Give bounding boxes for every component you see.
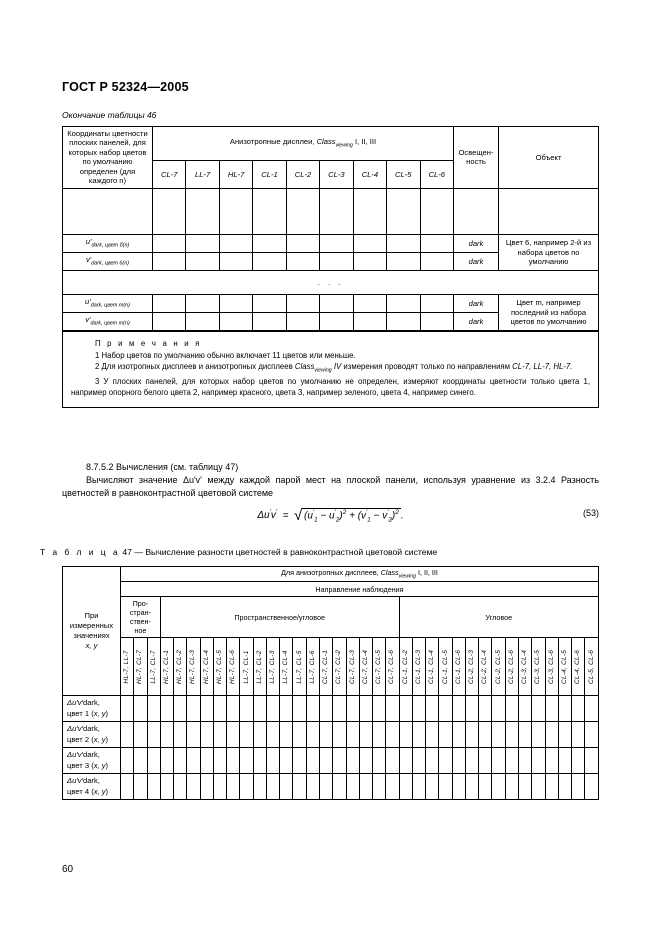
t47-data-cell[interactable] xyxy=(306,696,319,722)
t47-data-cell[interactable] xyxy=(386,774,399,800)
t47-pair-col: HL-7, CL-5 xyxy=(213,638,226,696)
table-46-notes xyxy=(62,331,599,408)
t46-data-cell[interactable] xyxy=(219,234,252,252)
t47-pair-col: CL-4, CL-5 xyxy=(558,638,571,696)
t47-data-cell[interactable] xyxy=(373,722,386,748)
formula-equals: = xyxy=(279,510,292,522)
t47-pair-col: CL-2, CL-5 xyxy=(492,638,505,696)
t47-data-cell[interactable] xyxy=(174,748,187,774)
t46-data-cell[interactable] xyxy=(186,312,219,330)
t47-data-cell[interactable] xyxy=(333,748,346,774)
t47-data-cell[interactable] xyxy=(160,748,173,774)
t47-data-cell[interactable] xyxy=(585,722,599,748)
t47-data-cell[interactable] xyxy=(532,774,545,800)
t47-data-cell[interactable] xyxy=(147,748,160,774)
t47-header-spatial-angular: Пространственное/угловое xyxy=(160,597,399,638)
t47-data-cell[interactable] xyxy=(174,722,187,748)
t47-data-cell[interactable] xyxy=(518,696,531,722)
note-3: 3 У плоских панелей, для которых набор цветов по умолчанию не определен, измеряют координаты цветности только цвета 1, например опорного белого цвета 2, например красного, цвета 3, например зеленого, цвета 4, например синего. xyxy=(71,376,590,398)
t47-data-cell[interactable] xyxy=(319,774,332,800)
t47-data-cell[interactable] xyxy=(359,774,372,800)
t47-data-cell[interactable] xyxy=(134,748,147,774)
t47-data-cell[interactable] xyxy=(359,696,372,722)
t47-data-cell[interactable] xyxy=(240,774,253,800)
t47-data-cell[interactable] xyxy=(518,722,531,748)
t47-data-cell[interactable] xyxy=(412,722,425,748)
t47-data-cell[interactable] xyxy=(399,696,412,722)
t46-object-cell: Цвет m, например последний из набора цветов по умолчанию xyxy=(499,294,599,330)
t47-data-cell[interactable] xyxy=(200,696,213,722)
t47-data-cell[interactable] xyxy=(572,774,585,800)
t47-data-cell[interactable] xyxy=(134,774,147,800)
t47-data-cell[interactable] xyxy=(253,722,266,748)
t47-data-cell[interactable] xyxy=(479,748,492,774)
t47-data-cell[interactable] xyxy=(346,722,359,748)
t46-data-cell[interactable] xyxy=(353,234,386,252)
note-2: 2 Для изотропных дисплеев и анизотропных дисплеев Class$_{viewing}$ IV измерения проводят только по направлениям CL-7, LL-7, HL-7. xyxy=(95,362,573,374)
standard-number: ГОСТ Р 52324—2005 xyxy=(62,80,189,94)
t47-data-cell[interactable] xyxy=(532,722,545,748)
t46-ellipsis-row: . . . xyxy=(63,270,599,294)
t47-pair-col: CL-7, CL-3 xyxy=(346,638,359,696)
t47-pair-col: CL-7, CL-5 xyxy=(373,638,386,696)
t47-header-spatial: Про- стран- ствен- ное xyxy=(121,597,161,638)
t47-pair-col: CL-1, CL-3 xyxy=(412,638,425,696)
t47-data-cell[interactable] xyxy=(505,696,518,722)
t47-pair-col: HL-7, CL-7 xyxy=(134,638,147,696)
t47-data-cell[interactable] xyxy=(373,696,386,722)
t47-row-label: Δu′v′dark, цвет 4 (x, y) xyxy=(63,774,121,800)
t46-data-cell[interactable] xyxy=(286,312,319,330)
t47-data-cell[interactable] xyxy=(187,774,200,800)
t47-data-cell[interactable] xyxy=(200,774,213,800)
t47-data-cell[interactable] xyxy=(187,722,200,748)
t47-pair-col: CL-7, CL-2 xyxy=(333,638,346,696)
t47-data-cell[interactable] xyxy=(386,696,399,722)
t47-data-cell[interactable] xyxy=(333,722,346,748)
t46-header-group: Анизотропные дисплеи, Class$_{viewing}$ I, II, III xyxy=(153,127,454,161)
t47-data-cell[interactable] xyxy=(572,748,585,774)
t47-data-cell[interactable] xyxy=(359,722,372,748)
t47-data-cell[interactable] xyxy=(174,696,187,722)
t47-pair-col: HL-7, CL-4 xyxy=(200,638,213,696)
t46-row-symbol: $u'_{dark, цвет б(n)}$ xyxy=(63,234,153,252)
t47-data-cell[interactable] xyxy=(213,748,226,774)
t47-data-cell[interactable] xyxy=(213,774,226,800)
t47-data-cell[interactable] xyxy=(227,748,240,774)
formula-53 xyxy=(62,508,599,523)
t47-data-cell[interactable] xyxy=(280,774,293,800)
t47-row-label: Δu′v′dark, цвет 3 (x, y) xyxy=(63,748,121,774)
t47-data-cell[interactable] xyxy=(585,774,599,800)
t47-pair-col: CL-1, CL-4 xyxy=(426,638,439,696)
t47-data-cell[interactable] xyxy=(399,774,412,800)
t46-object-cell: Цвет 6, например 2-й из набора цветов по умолчанию xyxy=(499,234,599,270)
t46-dir-col: CL-2 xyxy=(286,160,319,188)
t46-illumination-cell: dark xyxy=(454,252,499,270)
t46-data-cell[interactable] xyxy=(320,312,353,330)
t47-data-cell[interactable] xyxy=(545,722,558,748)
t47-data-cell[interactable] xyxy=(426,774,439,800)
t47-data-cell[interactable] xyxy=(412,696,425,722)
formula-number: (53) xyxy=(582,508,599,518)
t47-data-cell[interactable] xyxy=(147,774,160,800)
t46-data-cell[interactable] xyxy=(420,294,454,312)
t47-data-cell[interactable] xyxy=(121,696,134,722)
t46-data-cell[interactable] xyxy=(420,312,454,330)
t47-data-cell[interactable] xyxy=(412,748,425,774)
t47-data-cell[interactable] xyxy=(227,722,240,748)
t47-data-cell[interactable] xyxy=(333,774,346,800)
t47-data-cell[interactable] xyxy=(293,722,306,748)
t47-data-cell[interactable] xyxy=(545,774,558,800)
t46-dir-col: CL-4 xyxy=(353,160,386,188)
t46-empty-cell[interactable] xyxy=(253,188,286,234)
t47-pair-col: CL-7, CL-4 xyxy=(359,638,372,696)
t46-empty-cell[interactable] xyxy=(186,188,219,234)
t46-empty-cell[interactable] xyxy=(420,188,454,234)
t46-illumination-cell: dark xyxy=(454,234,499,252)
page-number: 60 xyxy=(62,864,74,875)
t47-data-cell[interactable] xyxy=(134,696,147,722)
t46-row-symbol: $v'_{dark, цвет m(n)}$ xyxy=(63,312,153,330)
t47-data-cell[interactable] xyxy=(558,722,571,748)
t47-pair-col: CL-2, CL-3 xyxy=(465,638,478,696)
t47-data-cell[interactable] xyxy=(266,748,279,774)
t46-dir-col: CL-7 xyxy=(153,160,186,188)
t47-pair-col: CL-4, CL-6 xyxy=(572,638,585,696)
t47-data-cell[interactable] xyxy=(240,722,253,748)
t47-data-cell[interactable] xyxy=(426,748,439,774)
t47-data-cell[interactable] xyxy=(532,748,545,774)
t47-data-cell[interactable] xyxy=(160,774,173,800)
t47-data-cell[interactable] xyxy=(359,748,372,774)
t47-data-cell[interactable] xyxy=(213,722,226,748)
t46-data-cell[interactable] xyxy=(320,234,353,252)
t47-data-cell[interactable] xyxy=(266,722,279,748)
t47-pair-col: HL-7, CL-1 xyxy=(160,638,173,696)
t47-row-label: Δu′v′dark, цвет 1 (x, y) xyxy=(63,696,121,722)
t47-data-cell[interactable] xyxy=(227,774,240,800)
t46-data-cell[interactable] xyxy=(153,234,186,252)
t47-data-cell[interactable] xyxy=(505,748,518,774)
t46-data-cell[interactable] xyxy=(219,294,252,312)
t47-pair-col: LL-7, CL-3 xyxy=(266,638,279,696)
t47-pair-col: CL-1, CL-6 xyxy=(452,638,465,696)
t47-pair-col: LL-7, CL-5 xyxy=(293,638,306,696)
t47-data-cell[interactable] xyxy=(319,722,332,748)
t47-header-angular: Угловое xyxy=(399,597,598,638)
t46-dir-col: CL-6 xyxy=(420,160,454,188)
t47-pair-col: CL-3, CL-5 xyxy=(532,638,545,696)
t46-data-cell[interactable] xyxy=(320,252,353,270)
t47-data-cell[interactable] xyxy=(518,748,531,774)
t46-data-cell[interactable] xyxy=(353,252,386,270)
t47-data-cell[interactable] xyxy=(452,748,465,774)
t47-data-cell[interactable] xyxy=(253,774,266,800)
t47-data-cell[interactable] xyxy=(518,774,531,800)
t47-data-cell[interactable] xyxy=(479,722,492,748)
t47-data-cell[interactable] xyxy=(200,722,213,748)
t47-data-cell[interactable] xyxy=(558,748,571,774)
t46-empty-cell[interactable] xyxy=(499,188,599,234)
t47-header-direction: Направление наблюдения xyxy=(121,582,599,597)
t46-dir-col: CL-1 xyxy=(253,160,286,188)
t47-data-cell[interactable] xyxy=(187,696,200,722)
t46-illumination-cell: dark xyxy=(454,312,499,330)
t46-empty-cell[interactable] xyxy=(353,188,386,234)
note-1: 1 Набор цветов по умолчанию обычно включает 11 цветов или меньше. xyxy=(95,350,356,360)
t47-pair-col: HL-7, CL-2 xyxy=(174,638,187,696)
t46-data-cell[interactable] xyxy=(186,294,219,312)
t46-data-cell[interactable] xyxy=(253,234,286,252)
t46-data-cell[interactable] xyxy=(219,312,252,330)
t47-data-cell[interactable] xyxy=(386,748,399,774)
t47-pair-col: CL-1, CL-2 xyxy=(399,638,412,696)
t47-data-cell[interactable] xyxy=(386,722,399,748)
t46-data-cell[interactable] xyxy=(186,234,219,252)
t47-data-cell[interactable] xyxy=(240,696,253,722)
t47-data-cell[interactable] xyxy=(293,748,306,774)
t47-data-cell[interactable] xyxy=(465,748,478,774)
t47-data-cell[interactable] xyxy=(373,748,386,774)
t47-data-cell[interactable] xyxy=(399,722,412,748)
t47-data-cell[interactable] xyxy=(174,774,187,800)
t47-data-cell[interactable] xyxy=(346,748,359,774)
t47-data-cell[interactable] xyxy=(147,722,160,748)
t47-data-cell[interactable] xyxy=(505,722,518,748)
t46-row-symbol: $v'_{dark, цвет 6(n)}$ xyxy=(63,252,153,270)
t47-data-cell[interactable] xyxy=(439,722,452,748)
t46-data-cell[interactable] xyxy=(186,252,219,270)
t47-data-cell[interactable] xyxy=(346,696,359,722)
t47-pair-col: CL-1, CL-5 xyxy=(439,638,452,696)
t46-empty-cell[interactable] xyxy=(387,188,420,234)
t47-data-cell[interactable] xyxy=(439,748,452,774)
t47-pair-col: CL-2, CL-6 xyxy=(505,638,518,696)
t47-pair-col: LL-7, CL-2 xyxy=(253,638,266,696)
t47-data-cell[interactable] xyxy=(147,696,160,722)
t47-data-cell[interactable] xyxy=(373,774,386,800)
t47-data-cell[interactable] xyxy=(280,722,293,748)
t47-data-cell[interactable] xyxy=(160,722,173,748)
t47-data-cell[interactable] xyxy=(293,696,306,722)
t47-data-cell[interactable] xyxy=(439,774,452,800)
t47-pair-col: HL-7, CL-3 xyxy=(187,638,200,696)
t47-pair-col: HL-7, CL-6 xyxy=(227,638,240,696)
t47-data-cell[interactable] xyxy=(306,774,319,800)
table-47-caption xyxy=(40,547,437,557)
table-47-caption-prefix: Т а б л и ц а xyxy=(40,547,120,557)
t46-data-cell[interactable] xyxy=(286,294,319,312)
t47-data-cell[interactable] xyxy=(266,696,279,722)
t47-data-cell[interactable] xyxy=(306,722,319,748)
t46-empty-cell[interactable] xyxy=(320,188,353,234)
t47-data-cell[interactable] xyxy=(121,722,134,748)
t47-pair-col: CL-5, CL-6 xyxy=(585,638,599,696)
t47-data-cell[interactable] xyxy=(426,696,439,722)
t47-data-cell[interactable] xyxy=(452,696,465,722)
t46-header-illumination: Освещен- ность xyxy=(454,127,499,189)
formula-radical: √ $(u'_1 - u'_2)^2 + (v'_1 - v'_2)^2$ xyxy=(294,508,401,523)
t47-data-cell[interactable] xyxy=(479,696,492,722)
t46-dir-col: CL-5 xyxy=(387,160,420,188)
t46-header-col1: Координаты цветности плоских панелей, для которых набор цветов по умолчанию определен (для каждого n) xyxy=(63,127,153,189)
t47-data-cell[interactable] xyxy=(558,774,571,800)
t46-empty-cell[interactable] xyxy=(454,188,499,234)
table-46 xyxy=(62,126,599,408)
t46-data-cell[interactable] xyxy=(353,294,386,312)
t47-data-cell[interactable] xyxy=(492,748,505,774)
t46-data-cell[interactable] xyxy=(387,312,420,330)
formula-lhs: Δu′v′ xyxy=(257,509,278,522)
section-number-line: 8.7.5.2 Вычисления (см. таблицу 47) xyxy=(86,462,239,472)
t47-data-cell[interactable] xyxy=(572,696,585,722)
t47-data-cell[interactable] xyxy=(505,774,518,800)
t47-pair-col: HL-7, LL-7 xyxy=(121,638,134,696)
t47-data-cell[interactable] xyxy=(121,748,134,774)
t46-data-cell[interactable] xyxy=(153,252,186,270)
t46-dir-col: HL-7 xyxy=(219,160,252,188)
t46-row-symbol: $u'_{dark, цвет m(n)}$ xyxy=(63,294,153,312)
t46-data-cell[interactable] xyxy=(320,294,353,312)
t47-data-cell[interactable] xyxy=(306,748,319,774)
t46-data-cell[interactable] xyxy=(153,294,186,312)
table-46-continuation-label: Окончание таблицы 46 xyxy=(62,110,157,120)
t46-empty-cell[interactable] xyxy=(286,188,319,234)
t47-data-cell[interactable] xyxy=(213,696,226,722)
t47-data-cell[interactable] xyxy=(585,748,599,774)
t46-data-cell[interactable] xyxy=(286,252,319,270)
t46-data-cell[interactable] xyxy=(253,252,286,270)
t47-row-header-title: При измеренных значениях x, y xyxy=(63,567,121,696)
t47-data-cell[interactable] xyxy=(479,774,492,800)
t46-data-cell[interactable] xyxy=(387,294,420,312)
t47-data-cell[interactable] xyxy=(333,696,346,722)
t47-data-cell[interactable] xyxy=(187,748,200,774)
t47-data-cell[interactable] xyxy=(200,748,213,774)
t46-data-cell[interactable] xyxy=(253,312,286,330)
t47-data-cell[interactable] xyxy=(545,696,558,722)
table-47-caption-text: — Вычисление разности цветностей в равноконтрастной цветовой системе xyxy=(134,547,438,557)
t47-data-cell[interactable] xyxy=(134,722,147,748)
t47-data-cell[interactable] xyxy=(253,696,266,722)
t47-data-cell[interactable] xyxy=(426,722,439,748)
t47-data-cell[interactable] xyxy=(585,696,599,722)
t46-header-col1-spacer xyxy=(63,188,153,234)
t46-data-cell[interactable] xyxy=(420,252,454,270)
t47-pair-col: CL-3, CL-4 xyxy=(518,638,531,696)
t47-data-cell[interactable] xyxy=(266,774,279,800)
t46-illumination-cell: dark xyxy=(454,294,499,312)
t47-data-cell[interactable] xyxy=(532,696,545,722)
t46-data-cell[interactable] xyxy=(286,234,319,252)
t47-data-cell[interactable] xyxy=(399,748,412,774)
t47-pair-col: LL-7, CL-1 xyxy=(240,638,253,696)
t47-pair-col: CL-7, CL-1 xyxy=(319,638,332,696)
t47-data-cell[interactable] xyxy=(412,774,425,800)
t47-data-cell[interactable] xyxy=(293,774,306,800)
t47-data-cell[interactable] xyxy=(492,722,505,748)
t47-data-cell[interactable] xyxy=(227,696,240,722)
t46-header-object: Объект xyxy=(499,127,599,189)
t47-data-cell[interactable] xyxy=(465,722,478,748)
table-47 xyxy=(62,566,599,800)
t46-data-cell[interactable] xyxy=(420,234,454,252)
section-body-line: Вычисляют значение Δu'v' между каждой парой мест на плоской панели, используя уравнение из 3.2.4 Разность цветностей в равноконтрастной цветовой системе xyxy=(62,475,599,499)
t47-data-cell[interactable] xyxy=(280,696,293,722)
t47-data-cell[interactable] xyxy=(253,748,266,774)
t47-data-cell[interactable] xyxy=(121,774,134,800)
t46-data-cell[interactable] xyxy=(219,252,252,270)
t47-data-cell[interactable] xyxy=(452,722,465,748)
formula-trailing: . xyxy=(400,510,404,522)
t47-pair-col: LL-7, CL-4 xyxy=(280,638,293,696)
t47-data-cell[interactable] xyxy=(465,774,478,800)
t46-empty-cell[interactable] xyxy=(153,188,186,234)
t47-data-cell[interactable] xyxy=(492,696,505,722)
t47-data-cell[interactable] xyxy=(160,696,173,722)
t47-data-cell[interactable] xyxy=(492,774,505,800)
t46-data-cell[interactable] xyxy=(387,252,420,270)
t46-data-cell[interactable] xyxy=(153,312,186,330)
t47-data-cell[interactable] xyxy=(572,722,585,748)
t47-header-group: Для анизотропных дисплеев, Class$_{viewing}$ I, II, III xyxy=(121,567,599,582)
t46-dir-col: CL-3 xyxy=(320,160,353,188)
t46-data-cell[interactable] xyxy=(253,294,286,312)
t46-data-cell[interactable] xyxy=(387,234,420,252)
table-47-caption-number: 47 xyxy=(122,547,132,557)
t47-data-cell[interactable] xyxy=(280,748,293,774)
t46-dir-col: LL-7 xyxy=(186,160,219,188)
t47-data-cell[interactable] xyxy=(558,696,571,722)
t47-data-cell[interactable] xyxy=(319,748,332,774)
t47-data-cell[interactable] xyxy=(346,774,359,800)
t47-data-cell[interactable] xyxy=(452,774,465,800)
t47-pair-col: CL-7, CL-6 xyxy=(386,638,399,696)
t47-pair-col: LL-7, CL-7 xyxy=(147,638,160,696)
notes-title: П р и м е ч а н и я xyxy=(95,338,202,348)
t47-data-cell[interactable] xyxy=(240,748,253,774)
t47-pair-col: CL-2, CL-4 xyxy=(479,638,492,696)
t47-pair-col: LL-7, CL-6 xyxy=(306,638,319,696)
t46-data-cell[interactable] xyxy=(353,312,386,330)
t47-row-label: Δu′v′dark, цвет 2 (x, y) xyxy=(63,722,121,748)
t46-empty-cell[interactable] xyxy=(219,188,252,234)
t47-data-cell[interactable] xyxy=(439,696,452,722)
t47-data-cell[interactable] xyxy=(465,696,478,722)
t47-pair-col: CL-3, CL-6 xyxy=(545,638,558,696)
t47-data-cell[interactable] xyxy=(545,748,558,774)
t47-data-cell[interactable] xyxy=(319,696,332,722)
